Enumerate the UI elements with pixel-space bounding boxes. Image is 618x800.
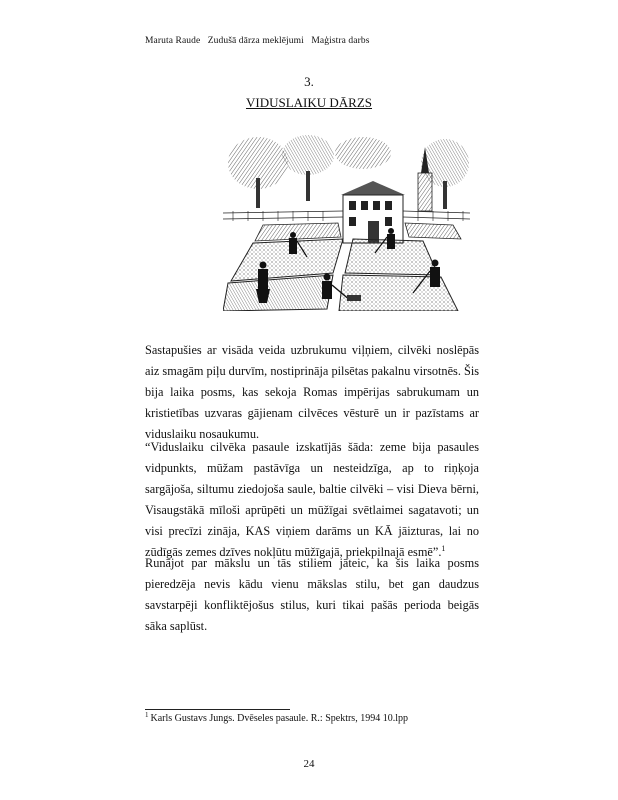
- header-author: Maruta Raude: [145, 36, 201, 46]
- footnote-text: Karls Gustavs Jungs. Dvēseles pasaule. R.: Spektrs, 1994 10.lpp: [150, 713, 408, 724]
- footnote: [145, 710, 408, 724]
- running-header: [145, 36, 375, 46]
- header-work-type: Maģistra darbs: [311, 36, 370, 46]
- house: [341, 181, 405, 243]
- paragraph-2: [145, 437, 479, 563]
- chapter-number: 3.: [304, 74, 314, 89]
- paragraph-3: Runājot par mākslu un tās stiliem jāteic, ka šis laika posms pieredzēja nevis kādu vienu mākslas stilu, bet gan daudzus savstarpēji konfliktējošus stilus, kuri tikai pašās perioda beigās sāka saplūst.: [145, 556, 479, 633]
- paragraph-2-text: “Viduslaiku cilvēka pasaule izskatījās šāda: zeme bija pasaules vidpunkts, mūžam pastāvīga un nesteidzīga, ap to riņķoja sargājoša, siltumu ziedojoša saule, baltie cilvēki – visi Dieva bērni, Visaugstākā mīloši aprūpēti un mūžīgai svētlaimei sagatavoti; un visi precīzi zināja, KAS viņiem darāms un KĀ jāizturas, lai no zūdīgās zemes dzīves nokļūtu mūžīgajā, priekpilnajā esmē”.: [145, 440, 479, 559]
- footnote-divider: [145, 709, 290, 710]
- footnote-number: 1: [145, 710, 149, 719]
- chapter-title: VIDUSLAIKU DĀRZS: [245, 95, 373, 110]
- page-number: 24: [303, 758, 315, 770]
- header-work-title: Zudušā dārza meklējumi: [207, 36, 304, 46]
- paragraph-1: Sastapušies ar visāda veida uzbrukumu viļņiem, cilvēki noslēpās aiz smagām piļu durvīm, nostiprināja pilsētas pakalnu virsotnēs. Šis bija laika posms, kas sekoja Romas impērijas sabrukumam un kristietības uzvaras gājienam cilvēces vēsturē un ir pazīstams ar viduslaiku nosaukumu.: [145, 343, 480, 441]
- medieval-garden-engraving: [223, 133, 470, 311]
- footnote-reference[interactable]: 1: [441, 543, 446, 553]
